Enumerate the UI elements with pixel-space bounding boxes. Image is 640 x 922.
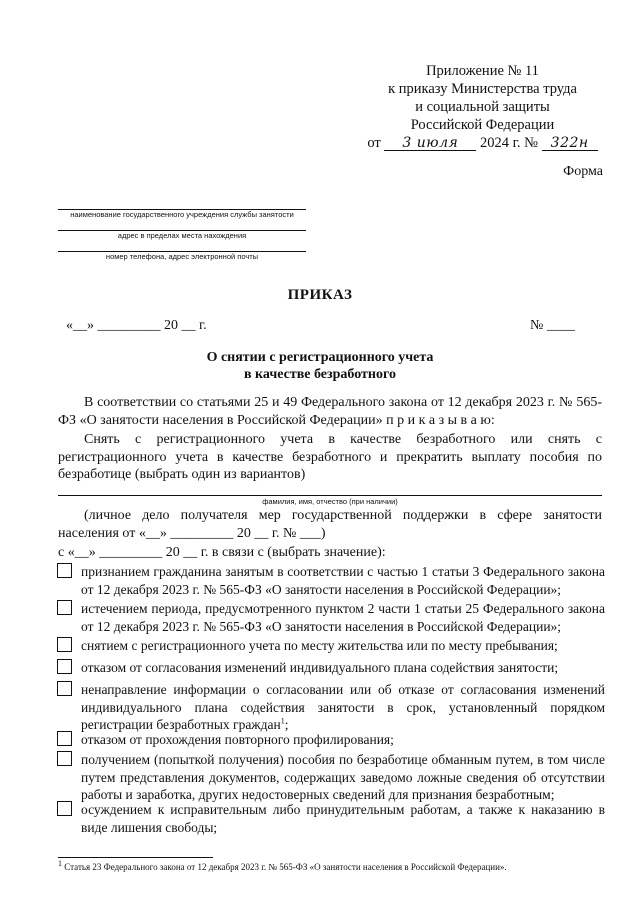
fio-caption: фамилия, имя, отчество (при наличии): [262, 497, 398, 506]
footnote-mark: 1: [58, 859, 62, 868]
annex-number-field: [542, 136, 598, 151]
contacts-caption: номер телефона, адрес электронной почты: [105, 252, 259, 261]
option-checkbox[interactable]: [57, 681, 72, 696]
annex-date-field: [384, 136, 476, 151]
subject-line-1: О снятии с регистрационного учета: [206, 350, 434, 365]
institution-caption: наименование государственного учреждения службы занятости: [70, 210, 294, 219]
annex-ministry: и социальной защиты: [415, 99, 550, 115]
form-label: Форма: [563, 164, 603, 179]
since-line: с «__» _________ 20 __ г. в связи с (выбрать значение):: [58, 545, 386, 560]
option-text: признанием гражданина занятым в соответствии с частью 1 статьи 3 Федерального закона от 12 декабря 2023 г. № 565-ФЗ «О занятости населения в Российской Федерации»;: [81, 564, 605, 597]
option-text: истечением периода, предусмотренного пунктом 2 части 1 статьи 25 Федерального закона от 12 декабря 2023 г. № 565-ФЗ «О занятости населения в Российской Федерации»;: [81, 601, 605, 634]
option-deregistered-residence: [57, 637, 605, 655]
option-text: отказом от согласования изменений индивидуального плана содействия занятости;: [81, 660, 559, 675]
footnote-ref[interactable]: 1: [280, 716, 285, 726]
case-file-paragraph: (личное дело получателя мер государственной поддержки в сфере занятости населения от «__» _________ 20 __ г. № ___): [58, 508, 602, 541]
option-fraud: [57, 751, 605, 804]
order-paragraph: Снять с регистрационного учета в качестве безработного или снять с регистрационного учета в качестве безработного и прекратить выплату пособия по безработице (выбрать один из вариантов): [58, 432, 602, 482]
option-profiling-refusal: [57, 731, 605, 749]
option-checkbox[interactable]: [57, 563, 72, 578]
footnote-rule: [58, 857, 213, 858]
option-employed: [57, 563, 605, 598]
annex-from-prefix: от: [367, 135, 381, 151]
order-subject: [0, 349, 640, 383]
footnote: [58, 859, 618, 872]
order-date-line: «__» _________ 20 __ г.: [66, 318, 207, 333]
option-period-expired: [57, 600, 605, 635]
footnote-text: Статья 23 Федерального закона от 12 декабря 2023 г. № 565-ФЗ «О занятости населения в Российской Федерации».: [64, 862, 507, 872]
option-checkbox[interactable]: [57, 659, 72, 674]
annex-title: Приложение № 11: [426, 63, 539, 79]
annex-date-handwritten: 3 июля: [402, 135, 459, 151]
intro-paragraph: В соответствии со статьями 25 и 49 Федерального закона от 12 декабря 2023 г. № 565-ФЗ «О занятости населения в Российской Федерации» п р и к а з ы в а ю:: [58, 395, 602, 428]
fio-line: [58, 495, 602, 496]
option-checkbox[interactable]: [57, 637, 72, 652]
option-checkbox[interactable]: [57, 731, 72, 746]
option-no-plan-response: [57, 681, 605, 734]
annex-order-ref: к приказу Министерства труда: [388, 81, 577, 97]
annex-block: [360, 62, 605, 152]
address-caption: адрес в пределах места нахождения: [117, 231, 247, 240]
option-conviction: [57, 801, 605, 836]
annex-date-number: [360, 134, 605, 152]
option-text: [81, 681, 605, 734]
option-checkbox[interactable]: [57, 751, 72, 766]
option-text: снятием с регистрационного учета по месту жительства или по месту пребывания;: [81, 638, 558, 653]
option-checkbox[interactable]: [57, 801, 72, 816]
option-checkbox[interactable]: [57, 600, 72, 615]
subject-line-2: в качестве безработного: [243, 367, 397, 382]
option-text-tail: ;: [284, 717, 289, 732]
option-text: получением (попыткой получения) пособия по безработице обманным путем, в том числе путем представления документов, содержащих заведомо ложные сведения об отсутствии работы и заработка, других недостоверных сведений для признания безработным;: [81, 752, 605, 802]
order-number-line: № ____: [530, 318, 575, 333]
document-title: ПРИКАЗ: [287, 287, 353, 303]
annex-year-label: 2024 г. №: [480, 135, 539, 151]
option-text: осуждением к исправительным либо принудительным работам, а также к наказанию в виде лишения свободы;: [81, 802, 605, 835]
option-text: отказом от прохождения повторного профилирования;: [81, 732, 394, 747]
option-plan-refusal: [57, 659, 605, 677]
annex-country: Российской Федерации: [410, 117, 555, 133]
option-text-body: ненаправление информации о согласовании или об отказе от согласования изменений индивидуального плана содействия занятости в срок, установленный порядком регистрации безработных граждан: [81, 682, 605, 732]
annex-number-handwritten: 322н: [550, 135, 589, 151]
